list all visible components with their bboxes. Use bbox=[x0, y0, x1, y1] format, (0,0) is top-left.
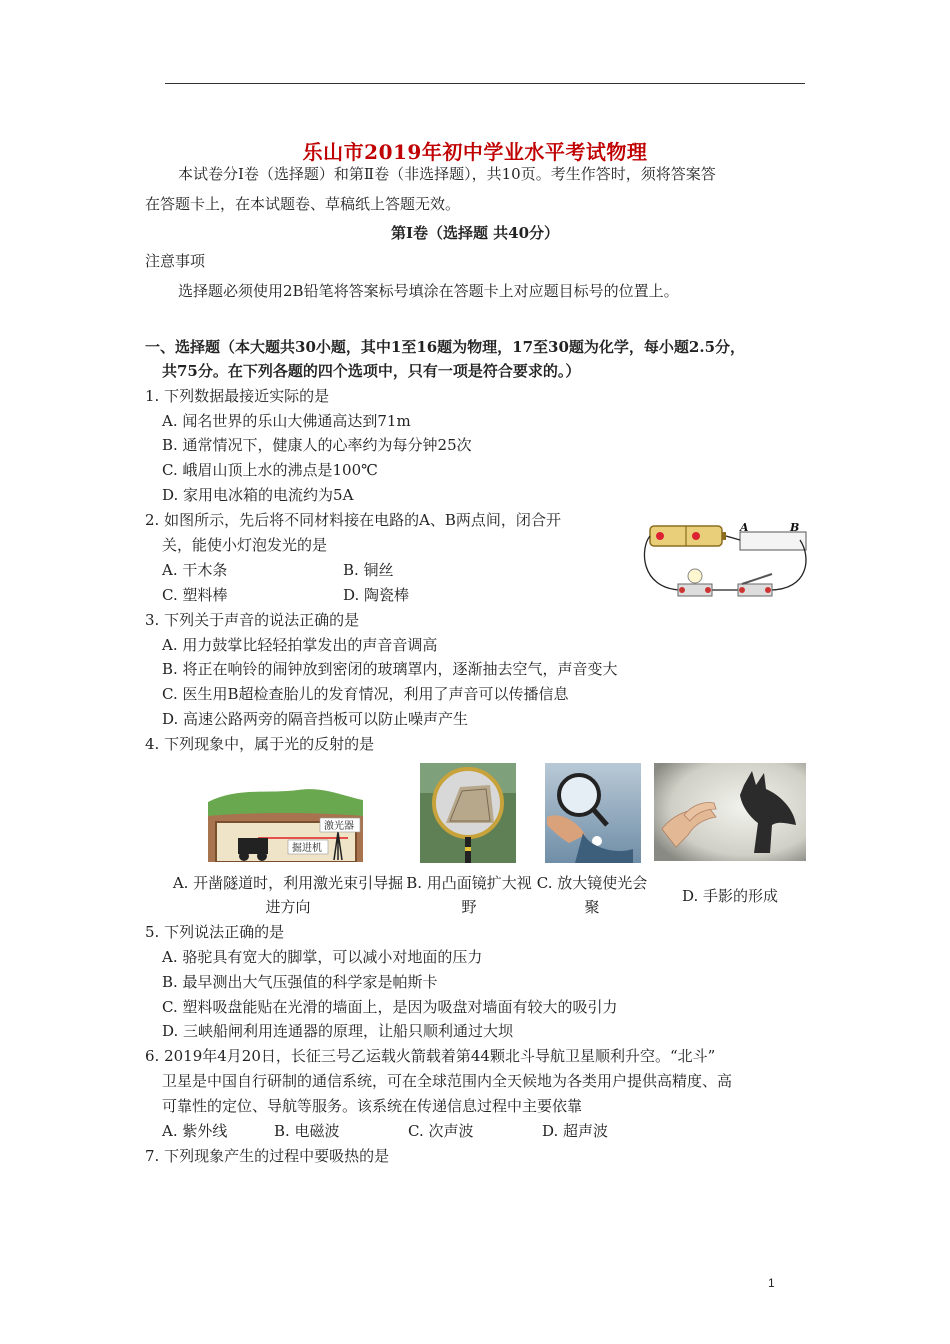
battery-terminal-icon bbox=[656, 532, 664, 540]
tunnel-laser-image bbox=[208, 782, 363, 862]
q2-option-a: A. 干木条 bbox=[162, 561, 228, 579]
q1-option-b: B. 通常情况下，健康人的心率约为每分钟25次 bbox=[162, 436, 472, 454]
q4-stem: 4. 下列现象中，属于光的反射的是 bbox=[145, 735, 375, 753]
q2-option-b: B. 铜丝 bbox=[343, 561, 394, 579]
q4-caption-b: B. 用凸面镜扩大视野 bbox=[406, 874, 532, 916]
bulb-icon bbox=[688, 569, 702, 583]
q2-stem-line-1: 2. 如图所示，先后将不同材料接在电路的A、B两点间，闭合开 bbox=[145, 511, 561, 529]
q3-option-c: C. 医生用B超检查胎儿的发育情况，利用了声音可以传播信息 bbox=[162, 685, 569, 703]
q5-option-a: A. 骆驼具有宽大的脚掌，可以减小对地面的压力 bbox=[162, 948, 483, 966]
q3-option-a: A. 用力鼓掌比轻轻拍掌发出的声音音调高 bbox=[162, 636, 438, 654]
page-number: 1 bbox=[768, 1276, 775, 1290]
q5-option-b: B. 最早测出大气压强值的科学家是帕斯卡 bbox=[162, 973, 438, 991]
q6-option-a: A. 紫外线 bbox=[162, 1122, 228, 1140]
q4-caption-c: C. 放大镜使光会聚 bbox=[536, 874, 648, 916]
q2-option-c: C. 塑料棒 bbox=[162, 586, 228, 604]
q2-stem-line-2: 关，能使小灯泡发光的是 bbox=[162, 536, 328, 554]
intro-line-1: 本试卷分Ⅰ卷（选择题）和第Ⅱ卷（非选择题），共10页。考生作答时，须将答案答 bbox=[178, 165, 716, 183]
q2-option-d: D. 陶瓷棒 bbox=[343, 586, 410, 604]
q3-option-d: D. 高速公路两旁的隔音挡板可以防止噪声产生 bbox=[162, 710, 469, 728]
q1-stem: 1. 下列数据最接近实际的是 bbox=[145, 387, 330, 405]
q3-option-b: B. 将正在响铃的闹钟放到密闭的玻璃罩内，逐渐抽去空气，声音变大 bbox=[162, 660, 618, 678]
q6-stem-line-1: 6. 2019年4月20日，长征三号乙运载火箭载着第44颗北斗导航卫星顺利升空。“北斗” bbox=[145, 1047, 716, 1065]
convex-mirror-image bbox=[420, 763, 516, 863]
point-a-label: A bbox=[740, 521, 749, 534]
circuit-diagram bbox=[640, 518, 810, 608]
q1-option-d: D. 家用电冰箱的电流约为5A bbox=[162, 486, 354, 504]
switch-lever-icon bbox=[742, 574, 772, 584]
q6-stem-line-2: 卫星是中国自行研制的通信系统，可在全球范围内全天候地为各类用户提供高精度、高 bbox=[162, 1072, 733, 1090]
machine-label: 掘进机 bbox=[292, 843, 322, 854]
q7-stem: 7. 下列现象产生的过程中要吸热的是 bbox=[145, 1147, 390, 1165]
q1-option-c: C. 峨眉山顶上水的沸点是100℃ bbox=[162, 461, 378, 479]
notice-heading: 注意事项 bbox=[145, 252, 206, 270]
q6-option-b: B. 电磁波 bbox=[274, 1122, 340, 1140]
section1-line-2: 共75分。在下列各题的四个选项中，只有一项是符合要求的。） bbox=[162, 362, 581, 380]
magnifier-image bbox=[545, 763, 641, 863]
q6-stem-line-3: 可靠性的定位、导航等服务。该系统在传递信息过程中主要依靠 bbox=[162, 1097, 583, 1115]
q5-option-d: D. 三峡船闸利用连通器的原理，让船只顺利通过大坝 bbox=[162, 1022, 514, 1040]
section1-line-1: 一、选择题（本大题共30小题，其中1至16题为物理，17至30题为化学，每小题2.5分， bbox=[145, 338, 746, 356]
q4-caption-d: D. 手影的形成 bbox=[681, 887, 779, 905]
exam-title: 乐山市2019年初中学业水平考试物理 bbox=[302, 140, 648, 164]
q6-option-c: C. 次声波 bbox=[408, 1122, 474, 1140]
part1-heading: 第Ⅰ卷（选择题 共40分） bbox=[390, 224, 560, 242]
q1-option-a: A. 闻名世界的乐山大佛通高达到71m bbox=[162, 412, 411, 430]
laser-label: 激光器 bbox=[324, 821, 354, 832]
hand-shadow-image bbox=[654, 763, 806, 861]
notice-text: 选择题必须使用2B铅笔将答案标号填涂在答题卡上对应题目标号的位置上。 bbox=[178, 282, 679, 300]
battery-terminal-icon-2 bbox=[692, 532, 700, 540]
header-rule bbox=[165, 83, 805, 84]
point-b-label: B bbox=[790, 521, 800, 534]
q3-stem: 3. 下列关于声音的说法正确的是 bbox=[145, 611, 360, 629]
q4-caption-a: A. 开凿隧道时，利用激光束引导掘进方向 bbox=[172, 874, 404, 916]
q5-stem: 5. 下列说法正确的是 bbox=[145, 923, 285, 941]
intro-line-2: 在答题卡上，在本试题卷、草稿纸上答题无效。 bbox=[145, 195, 461, 213]
q5-option-c: C. 塑料吸盘能贴在光滑的墙面上，是因为吸盘对墙面有较大的吸引力 bbox=[162, 998, 618, 1016]
q6-option-d: D. 超声波 bbox=[542, 1122, 609, 1140]
